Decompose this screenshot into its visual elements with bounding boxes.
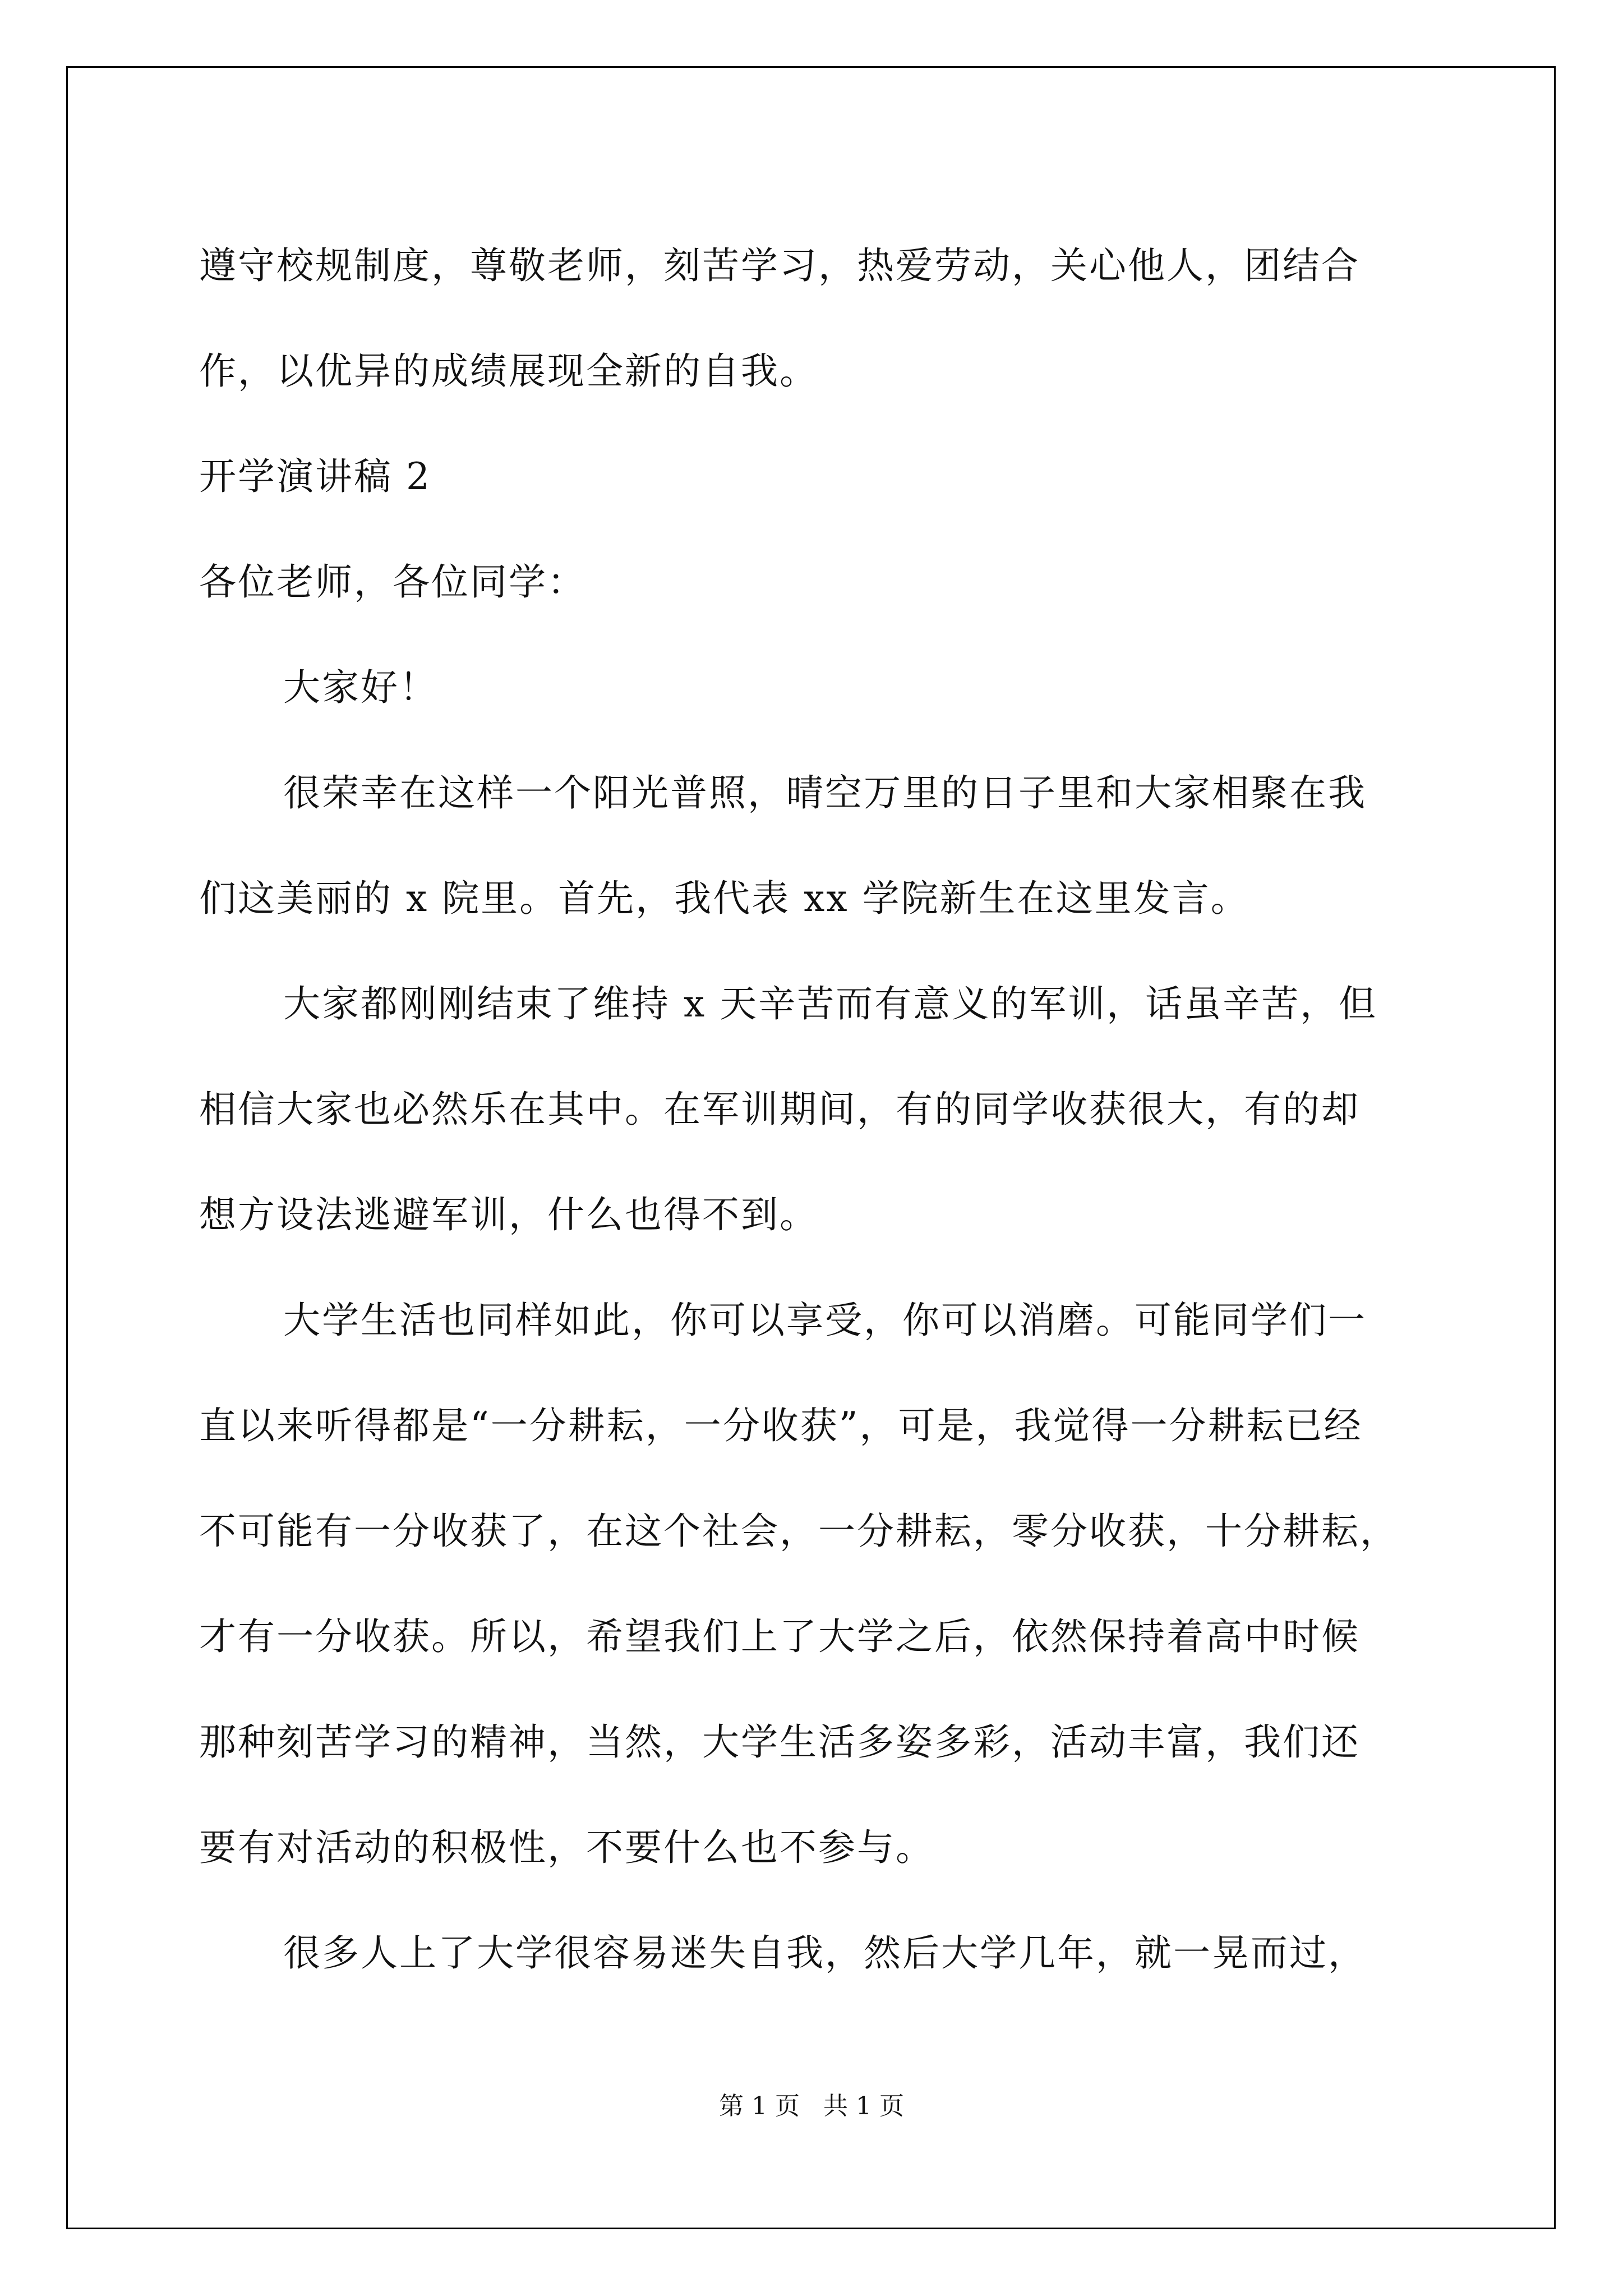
paragraph-start: 很多人上了大学很容易迷失自我，然后大学几年，就一晃而过， xyxy=(283,1931,1367,1975)
text-line: 要有对活动的积极性，不要什么也不参与。 xyxy=(199,1826,934,1869)
text-line: 才有一分收获。所以，希望我们上了大学之后，依然保持着高中时候 xyxy=(199,1615,1360,1658)
text-line: 们这美丽的 x 院里。首先，我代表 xx 学院新生在这里发言。 xyxy=(199,877,1249,920)
paragraph-start: 大学生活也同样如此，你可以享受，你可以消磨。可能同学们一 xyxy=(283,1299,1367,1342)
text-line: 想方设法逃避军训，什么也得不到。 xyxy=(199,1193,818,1236)
paragraph-start: 很荣幸在这样一个阳光普照，晴空万里的日子里和大家相聚在我 xyxy=(283,771,1367,815)
section-heading: 开学演讲稿 2 xyxy=(199,455,431,498)
text-line: 相信大家也必然乐在其中。在军训期间，有的同学收获很大，有的却 xyxy=(199,1088,1360,1131)
text-line: 不可能有一分收获了，在这个社会，一分耕耘，零分收获，十分耕耘， xyxy=(199,1510,1399,1553)
text-line: 作，以优异的成绩展现全新的自我。 xyxy=(199,349,818,393)
text-line: 遵守校规制度，尊敬老师，刻苦学习，热爱劳动，关心他人，团结合 xyxy=(199,244,1360,287)
text-line: 直以来听得都是“一分耕耘，一分收获”，可是，我觉得一分耕耘已经 xyxy=(199,1404,1363,1447)
greeting: 大家好！ xyxy=(283,666,438,709)
page-footer: 第 1 页 共 1 页 xyxy=(719,2092,904,2120)
salutation: 各位老师，各位同学： xyxy=(199,560,586,604)
document-body xyxy=(199,213,1472,2006)
text-line: 那种刻苦学习的精神，当然，大学生活多姿多彩，活动丰富，我们还 xyxy=(199,1720,1360,1764)
paragraph-start: 大家都刚刚结束了维持 x 天辛苦而有意义的军训，话虽辛苦，但 xyxy=(283,982,1378,1025)
